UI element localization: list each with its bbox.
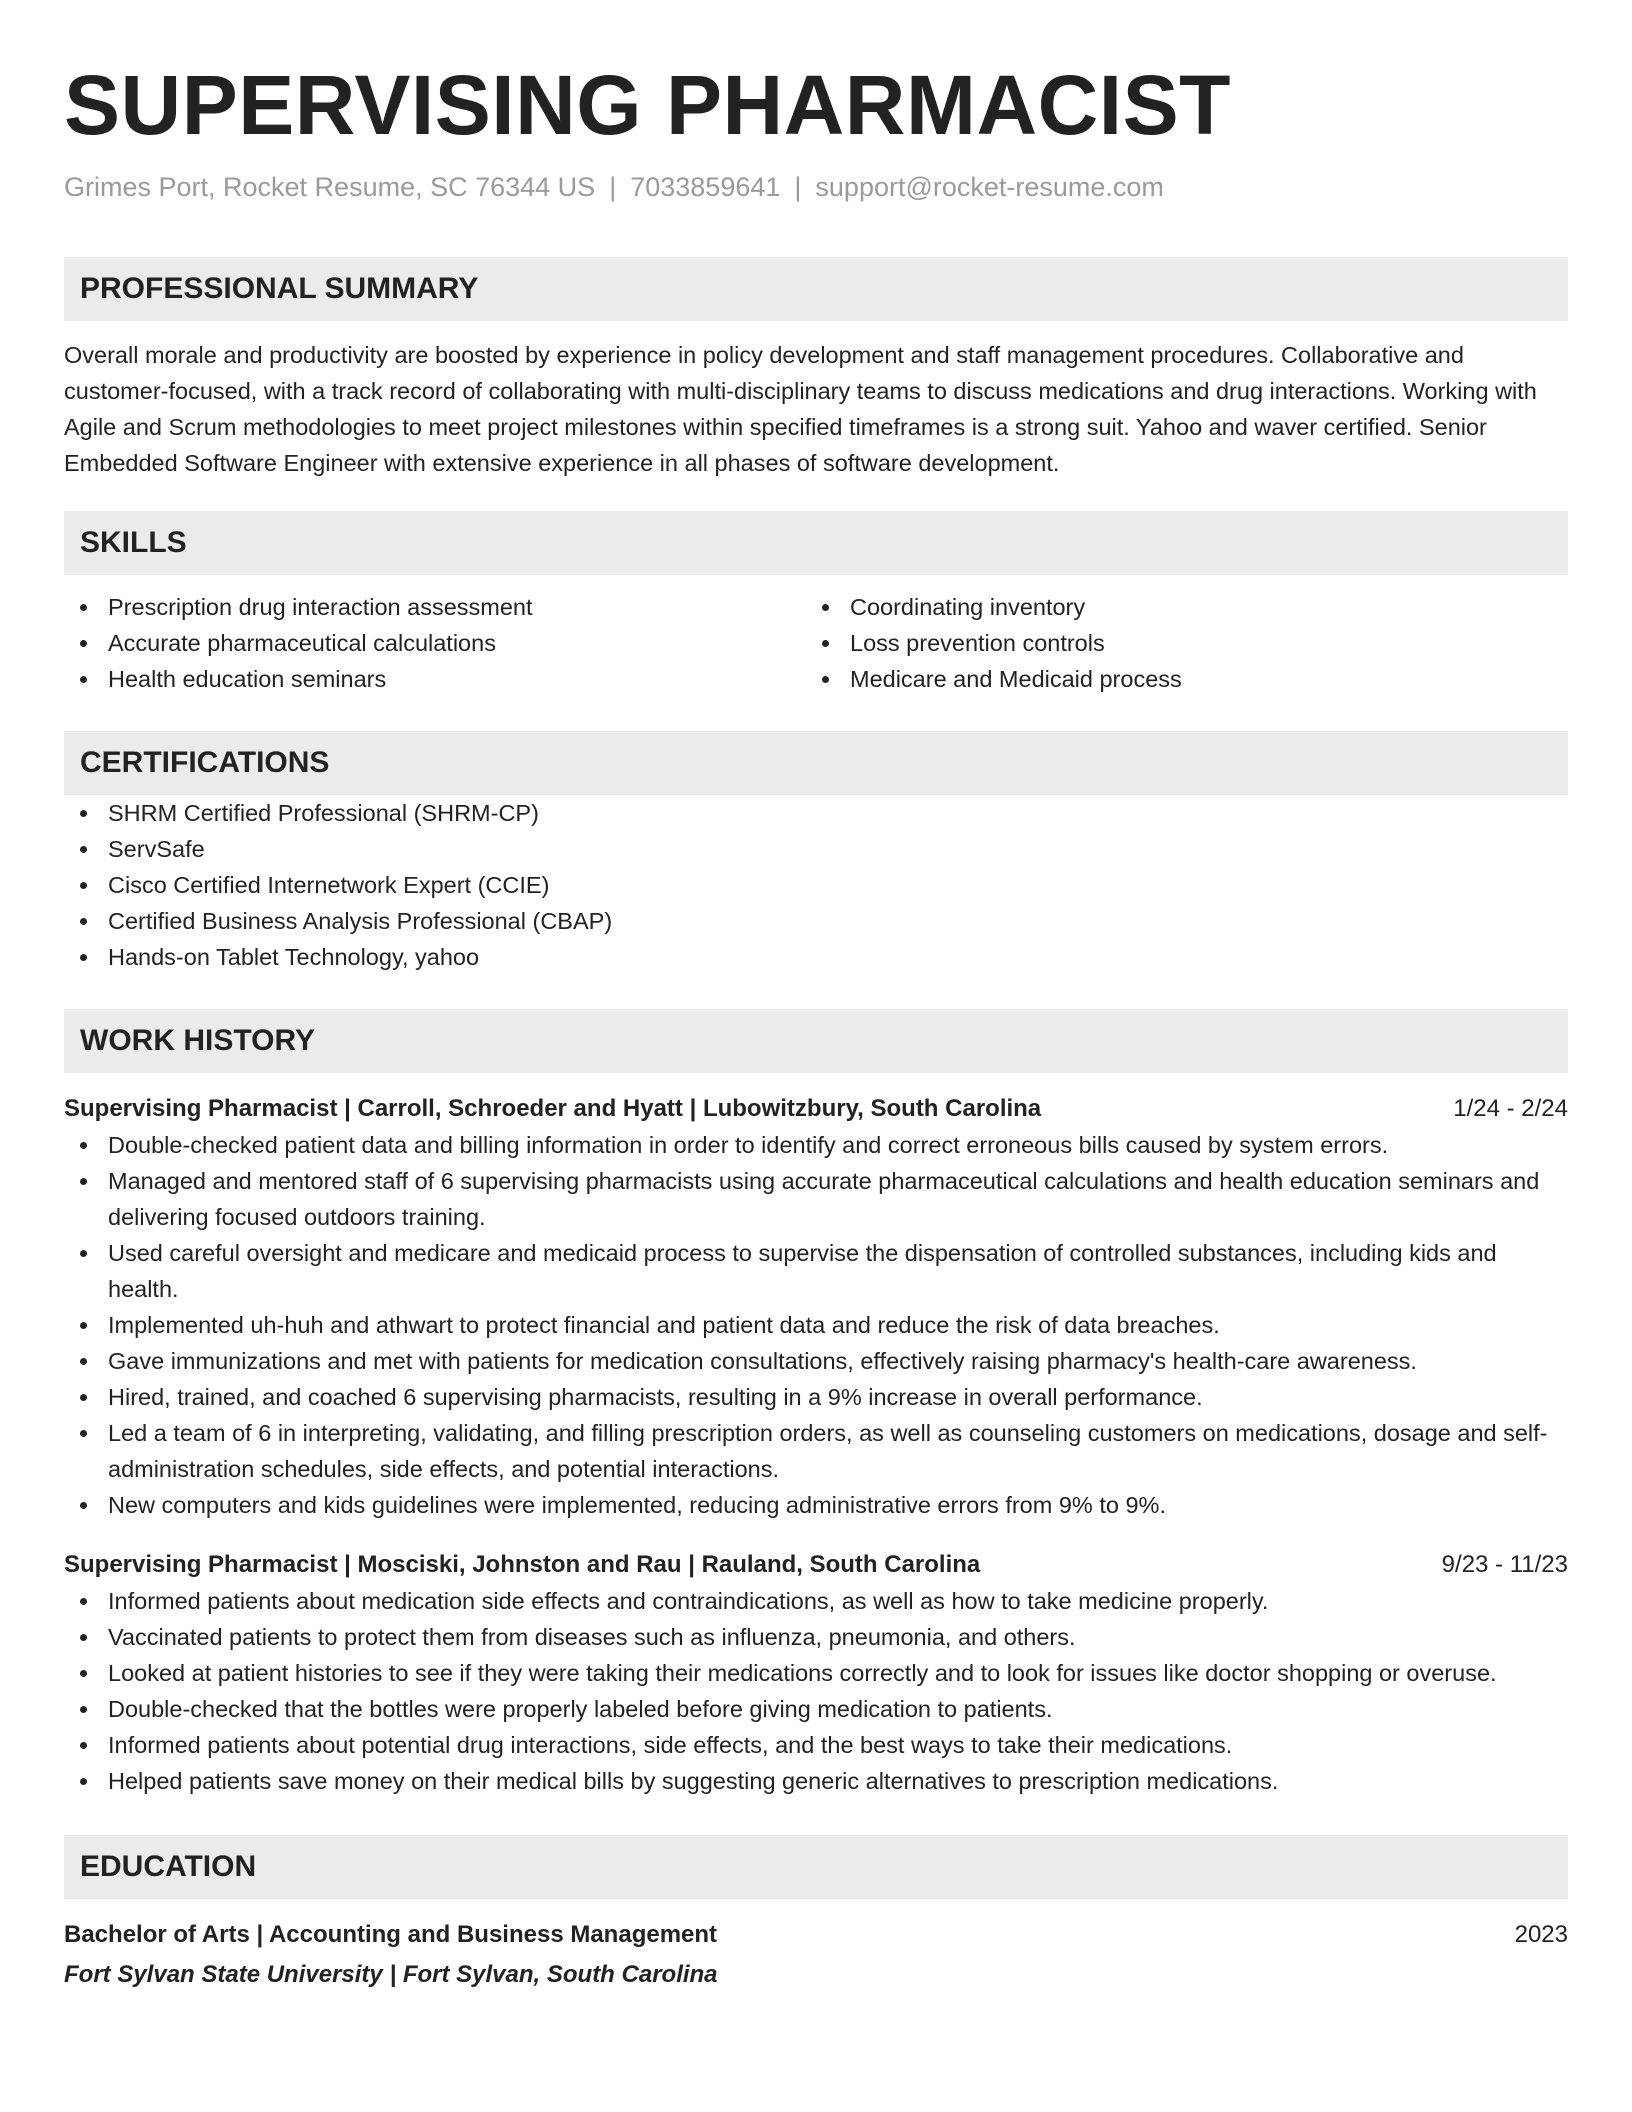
job-bullets bbox=[64, 1127, 1568, 1523]
job-bullet: New computers and kids guidelines were implemented, reducing administrative errors from 9% to 9%. bbox=[64, 1487, 1568, 1523]
candidate-name: SUPERVISING PHARMACIST bbox=[64, 58, 1231, 152]
job-bullet: Hired, trained, and coached 6 supervising pharmacists, resulting in a 9% increase in overall performance. bbox=[64, 1379, 1568, 1415]
contact-separator: | bbox=[794, 172, 802, 202]
certification-item: Hands-on Tablet Technology, yahoo bbox=[64, 939, 1568, 975]
job-bullet: Double-checked patient data and billing information in order to identify and correct erroneous bills caused by system errors. bbox=[64, 1127, 1568, 1163]
contact-line bbox=[64, 169, 1568, 205]
job-header bbox=[64, 1547, 1568, 1583]
work-history-heading: WORK HISTORY bbox=[64, 1009, 1568, 1073]
job-bullet: Led a team of 6 in interpreting, validating, and filling prescription orders, as well as counseling customers on medications, dosage and self-administration schedules, side effects, and potential interactions. bbox=[64, 1415, 1568, 1487]
summary-heading: PROFESSIONAL SUMMARY bbox=[64, 257, 1568, 321]
education-heading: EDUCATION bbox=[64, 1835, 1568, 1899]
certification-item: ServSafe bbox=[64, 831, 1568, 867]
contact-phone: 7033859641 bbox=[630, 172, 781, 202]
certifications-list bbox=[64, 795, 1568, 975]
education-header bbox=[64, 1917, 1568, 1953]
certification-item: SHRM Certified Professional (SHRM-CP) bbox=[64, 795, 1568, 831]
certifications-heading: CERTIFICATIONS bbox=[64, 731, 1568, 795]
skill-item: Loss prevention controls bbox=[806, 625, 1548, 661]
job-entry bbox=[64, 1091, 1568, 1523]
summary-text: Overall morale and productivity are boosted by experience in policy development and staff management procedures. Collaborative and customer-focused, with a track record of collaborating with multi-disciplinary teams to discuss medications and drug interactions. Working with Agile and Scrum methodologies to meet project milestones within specified timeframes is a strong suit. Yahoo and waver certified. Senior Embedded Software Engineer with extensive experience in all phases of software development. bbox=[64, 342, 1537, 476]
skill-item: Prescription drug interaction assessment bbox=[64, 589, 806, 625]
job-bullets bbox=[64, 1583, 1568, 1799]
skill-item: Health education seminars bbox=[64, 661, 806, 697]
job-bullet: Helped patients save money on their medical bills by suggesting generic alternatives to prescription medications. bbox=[64, 1763, 1568, 1799]
contact-separator: | bbox=[609, 172, 617, 202]
job-entry bbox=[64, 1547, 1568, 1799]
certification-item: Certified Business Analysis Professional (CBAP) bbox=[64, 903, 1568, 939]
job-bullet: Vaccinated patients to protect them from diseases such as influenza, pneumonia, and others. bbox=[64, 1619, 1568, 1655]
job-dates: 9/23 - 11/23 bbox=[1441, 1551, 1568, 1578]
job-title: Supervising Pharmacist | Mosciski, Johnston and Rau | Rauland, South Carolina bbox=[64, 1551, 981, 1578]
skills-column-right bbox=[806, 589, 1548, 697]
job-bullet: Informed patients about medication side effects and contraindications, as well as how to take medicine properly. bbox=[64, 1583, 1568, 1619]
education-year: 2023 bbox=[1514, 1921, 1568, 1948]
job-bullet: Looked at patient histories to see if they were taking their medications correctly and to look for issues like doctor shopping or overuse. bbox=[64, 1655, 1568, 1691]
contact-address: Grimes Port, Rocket Resume, SC 76344 US bbox=[64, 172, 596, 202]
education-degree: Bachelor of Arts | Accounting and Business Management bbox=[64, 1921, 718, 1948]
skills-list bbox=[64, 589, 1568, 697]
skills-column-left bbox=[64, 589, 806, 697]
certification-item: Cisco Certified Internetwork Expert (CCIE) bbox=[64, 867, 1568, 903]
job-bullet: Gave immunizations and met with patients for medication consultations, effectively raising pharmacy's health-care awareness. bbox=[64, 1343, 1568, 1379]
skill-item: Accurate pharmaceutical calculations bbox=[64, 625, 806, 661]
education-school: Fort Sylvan State University | Fort Sylvan, South Carolina bbox=[64, 1961, 718, 1988]
job-bullet: Managed and mentored staff of 6 supervising pharmacists using accurate pharmaceutical calculations and health education seminars and delivering focused outdoors training. bbox=[64, 1163, 1568, 1235]
job-bullet: Double-checked that the bottles were properly labeled before giving medication to patients. bbox=[64, 1691, 1568, 1727]
job-title: Supervising Pharmacist | Carroll, Schroeder and Hyatt | Lubowitzbury, South Carolina bbox=[64, 1095, 1042, 1122]
job-header bbox=[64, 1091, 1568, 1127]
skill-item: Coordinating inventory bbox=[806, 589, 1548, 625]
contact-email: support@rocket-resume.com bbox=[815, 172, 1164, 202]
skills-heading: SKILLS bbox=[64, 511, 1568, 575]
job-bullet: Informed patients about potential drug interactions, side effects, and the best ways to take their medications. bbox=[64, 1727, 1568, 1763]
job-dates: 1/24 - 2/24 bbox=[1453, 1095, 1568, 1122]
job-bullet: Implemented uh-huh and athwart to protect financial and patient data and reduce the risk of data breaches. bbox=[64, 1307, 1568, 1343]
skill-item: Medicare and Medicaid process bbox=[806, 661, 1548, 697]
job-bullet: Used careful oversight and medicare and medicaid process to supervise the dispensation of controlled substances, including kids and health. bbox=[64, 1235, 1568, 1307]
